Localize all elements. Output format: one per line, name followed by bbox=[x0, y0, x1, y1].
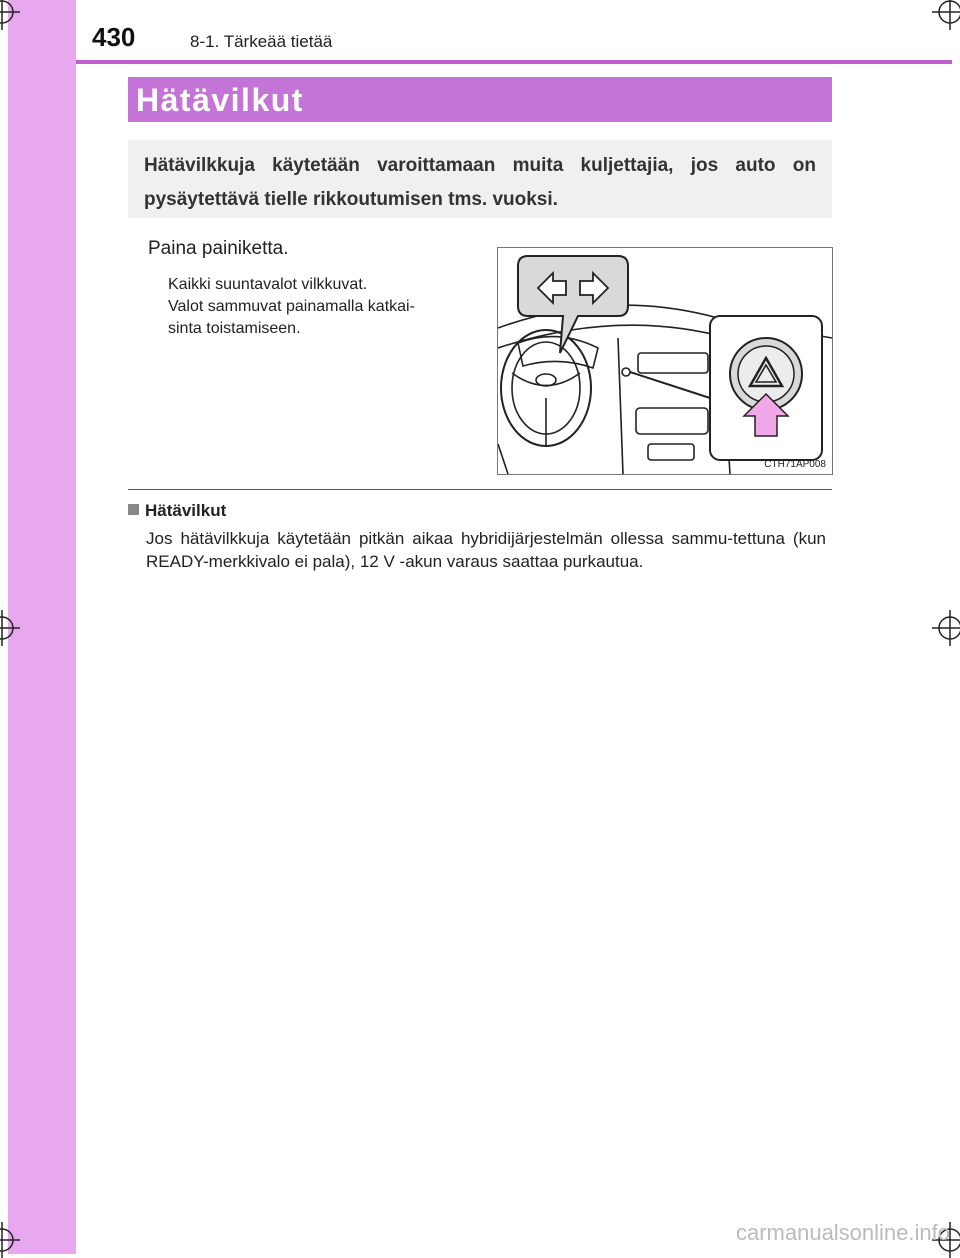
header-section-title: 8-1. Tärkeää tietää bbox=[190, 32, 333, 51]
registration-mark-icon bbox=[932, 0, 960, 30]
registration-mark-icon bbox=[0, 0, 20, 30]
step-note bbox=[168, 274, 480, 340]
section-title-bar bbox=[128, 77, 832, 122]
registration-mark-icon bbox=[932, 610, 960, 646]
dashboard-drawing bbox=[498, 248, 832, 474]
note-body: Jos hätävilkkuja käytetään pitkän aikaa hybridijärjestelmän ollessa sammu-tettuna (kun READY-merkkivalo ei pala), 12 V -akun varaus saattaa purkautua. bbox=[146, 529, 826, 571]
step-note-line: sinta toistamiseen. bbox=[168, 320, 301, 337]
note-heading bbox=[128, 501, 226, 521]
step-note-line: Valot sammuvat painamalla katkai- bbox=[168, 298, 415, 315]
section-divider bbox=[128, 489, 832, 490]
square-bullet-icon bbox=[128, 504, 139, 515]
page-number: 430 bbox=[92, 22, 136, 52]
step-note-line: Kaikki suuntavalot vilkkuvat. bbox=[168, 276, 368, 293]
hazard-switch-illustration bbox=[497, 247, 833, 475]
note-heading-text: Hätävilkut bbox=[145, 501, 227, 520]
section-title: Hätävilkut bbox=[136, 82, 304, 118]
registration-mark-icon bbox=[0, 610, 20, 646]
figure-code: CTH71AP008 bbox=[764, 459, 826, 470]
hazard-button-callout bbox=[710, 316, 822, 460]
step-instruction: Paina painiketta. bbox=[148, 238, 289, 259]
footer-watermark[interactable]: carmanualsonline.info bbox=[735, 1220, 950, 1245]
intro-box bbox=[128, 140, 832, 218]
header-divider bbox=[76, 60, 952, 64]
registration-mark-icon bbox=[0, 1222, 20, 1258]
intro-text: Hätävilkkuja käytetään varoittamaan muita kuljettajia, jos auto on pysäytettävä tielle rikkoutumisen tms. vuoksi. bbox=[144, 155, 816, 210]
